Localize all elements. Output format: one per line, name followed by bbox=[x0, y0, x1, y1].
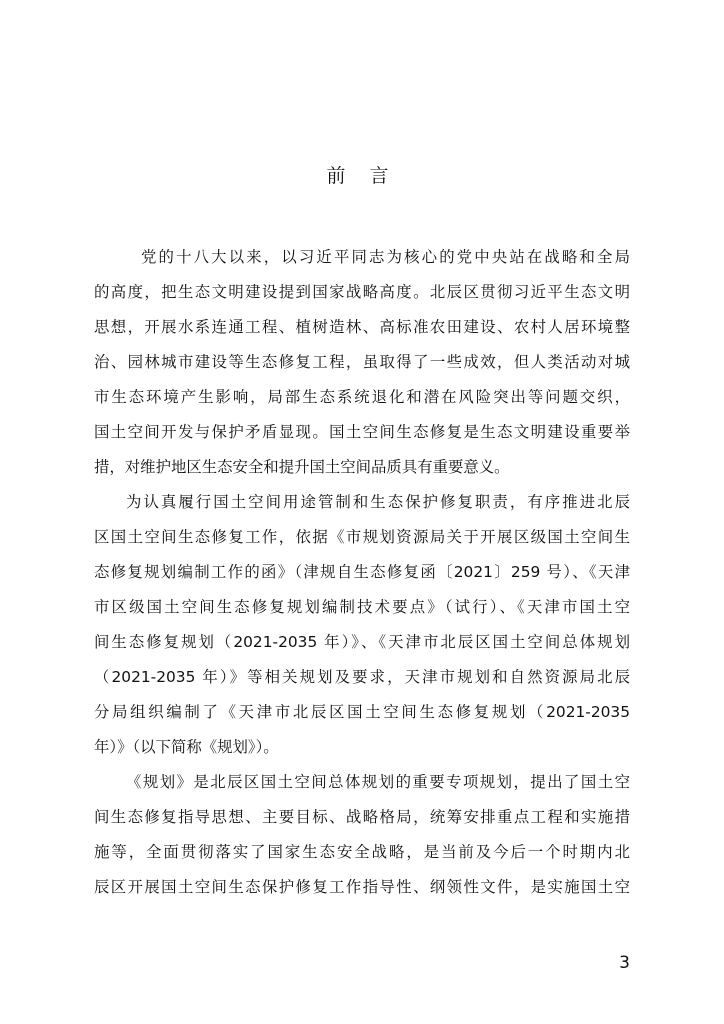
paragraph-line: 间生态修复规划（2021-2035 年）》、《天津市北辰区国土空间总体规划 bbox=[94, 633, 630, 651]
paragraph-line: 年）》（以下简称《规划》）。 bbox=[94, 738, 279, 756]
paragraph-line: 治、园林城市建设等生态修复工程，虽取得了一些成效，但人类活动对城 bbox=[94, 353, 630, 371]
paragraph-line: 《规划》是北辰区国土空间总体规划的重要专项规划，提出了国土空 bbox=[126, 773, 630, 791]
paragraph-1 bbox=[94, 240, 630, 485]
paragraph-line: 思想，开展水系连通工程、植树造林、高标准农田建设、农村人居环境整 bbox=[94, 318, 630, 336]
paragraph-line: 间生态修复指导思想、主要目标、战略格局，统筹安排重点工程和实施措 bbox=[94, 808, 630, 826]
paragraph-2 bbox=[94, 485, 630, 765]
paragraph-3 bbox=[94, 765, 630, 905]
paragraph-line: 辰区开展国土空间生态保护修复工作指导性、纲领性文件，是实施国土空 bbox=[94, 878, 630, 896]
page-title: 前 言 bbox=[326, 165, 398, 187]
page-number: 3 bbox=[619, 953, 630, 973]
paragraph-line: 市区级国土空间生态修复规划编制技术要点》（试行）、《天津市国土空 bbox=[94, 598, 630, 616]
paragraph-line: 市生态环境产生影响，局部生态系统退化和潜在风险突出等问题交织， bbox=[94, 388, 630, 406]
paragraph-line: 措，对维护地区生态安全和提升国土空间品质具有重要意义。 bbox=[94, 458, 510, 476]
paragraph-line: 国土空间开发与保护矛盾显现。国土空间生态修复是生态文明建设重要举 bbox=[94, 423, 630, 441]
paragraph-line: 施等，全面贯彻落实了国家生态安全战略，是当前及今后一个时期内北 bbox=[94, 843, 630, 861]
paragraph-line: 为认真履行国土空间用途管制和生态保护修复职责，有序推进北辰 bbox=[126, 493, 630, 511]
paragraph-line: 分局组织编制了《天津市北辰区国土空间生态修复规划（2021-2035 bbox=[94, 703, 630, 721]
paragraph-line: 党的十八大以来，以习近平同志为核心的党中央站在战略和全局 bbox=[141, 248, 630, 266]
paragraph-line: 的高度，把生态文明建设提到国家战略高度。北辰区贯彻习近平生态文明 bbox=[94, 283, 630, 301]
paragraph-line: 态修复规划编制工作的函》（津规自生态修复函〔2021〕259 号）、《天津 bbox=[94, 563, 630, 581]
paragraph-line: 区国土空间生态修复工作，依据《市规划资源局关于开展区级国土空间生 bbox=[94, 528, 630, 546]
paragraph-line: （2021-2035 年）》等相关规划及要求，天津市规划和自然资源局北辰 bbox=[94, 668, 630, 686]
document-body bbox=[94, 240, 630, 905]
